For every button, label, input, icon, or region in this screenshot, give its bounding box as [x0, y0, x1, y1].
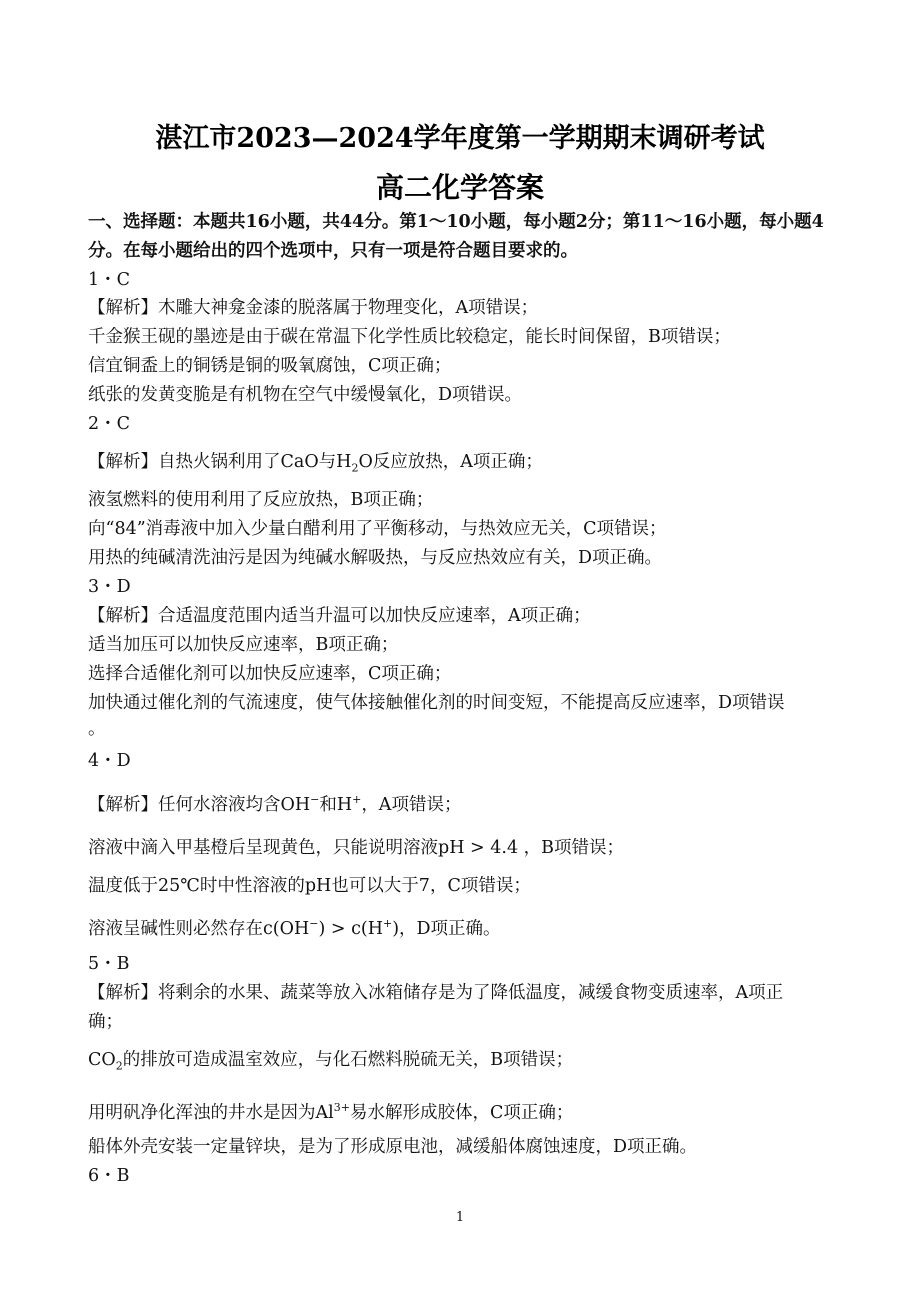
section-heading-line1: 一、选择题：本题共16小题，共44分。第1～10小题，每小题2分；第11～16小题，每小题4 [88, 212, 824, 232]
q5-answer: 5・B [88, 954, 130, 974]
q1-explanation-4: 纸张的发黄变脆是有机物在空气中缓慢氧化，D项错误。 [88, 385, 523, 405]
exam-title: 湛江市2023—2024学年度第一学期期末调研考试 [155, 123, 765, 154]
q4-explanation-2: 溶液中滴入甲基橙后呈现黄色，只能说明溶液pH > 4.4 ，B项错误； [88, 838, 625, 858]
q4-answer: 4・D [88, 751, 131, 771]
q2-explanation-2: 液氢燃料的使用利用了反应放热，B项正确； [88, 490, 434, 510]
q5-explanation-3: $CO_2$的排放可造成温室效应，与化石燃料脱硫无关，B项错误； [88, 1050, 574, 1073]
exam-subtitle: 高二化学答案 [375, 171, 544, 204]
q5-explanation-4: 用明矾净化浑浊的井水是因为$Al^{3+}$易水解形成胶体，C项正确； [88, 1101, 574, 1123]
page-number: 1 [455, 1210, 465, 1225]
q6-answer: 6・B [88, 1166, 130, 1186]
q5-explanation-2: 确； [88, 1012, 123, 1032]
q3-explanation-1: 【解析】合适温度范围内适当升温可以加快反应速率，A项正确； [88, 606, 591, 626]
q5-explanation-1: 【解析】将剩余的水果、蔬菜等放入冰箱储存是为了降低温度，减缓食物变质速率，A项正 [88, 983, 784, 1003]
q1-answer: 1・C [88, 270, 131, 290]
q2-explanation-4: 用热的纯碱清洗油污是因为纯碱水解吸热，与反应热效应有关，D项正确。 [88, 548, 663, 568]
q2-explanation-3: 向“84”消毒液中加入少量白醋利用了平衡移动，与热效应无关，C项错误； [88, 519, 667, 539]
q1-explanation-2: 千金猴王砚的墨迹是由于碳在常温下化学性质比较稳定，能长时间保留，B项错误； [88, 327, 731, 347]
q3-explanation-4: 加快通过催化剂的气流速度，使气体接触催化剂的时间变短，不能提高反应速率，D项错误 [88, 693, 785, 713]
q1-explanation-1: 【解析】木雕大神龛金漆的脱落属于物理变化，A项错误； [88, 298, 539, 318]
q5-explanation-5: 船体外壳安装一定量锌块，是为了形成原电池，减缓船体腐蚀速度，D项正确。 [88, 1137, 698, 1157]
section-heading-line2: 分。在每小题给出的四个选项中，只有一项是符合题目要求的。 [88, 241, 578, 261]
q3-explanation-3: 选择合适催化剂可以加快反应速率，C项正确； [88, 664, 452, 684]
q4-explanation-4: 溶液呈碱性则必然存在c(OH−) > c(H+)，D项正确。 [88, 917, 501, 939]
q3-explanation-5: 。 [88, 719, 106, 739]
q2-explanation-1: 【解析】自热火锅利用了CaO与$H_2O$反应放热，A项正确； [88, 452, 543, 475]
q4-explanation-3: 温度低于25℃时中性溶液的pH也可以大于7，C项错误； [88, 876, 531, 896]
q2-answer: 2・C [88, 414, 131, 434]
q4-explanation-1: 【解析】任何水溶液均含OH−和H+，A项错误； [88, 793, 462, 815]
q1-explanation-3: 信宜铜盉上的铜锈是铜的吸氧腐蚀，C项正确； [88, 356, 452, 376]
q3-answer: 3・D [88, 577, 131, 597]
q3-explanation-2: 适当加压可以加快反应速率，B项正确； [88, 635, 399, 655]
